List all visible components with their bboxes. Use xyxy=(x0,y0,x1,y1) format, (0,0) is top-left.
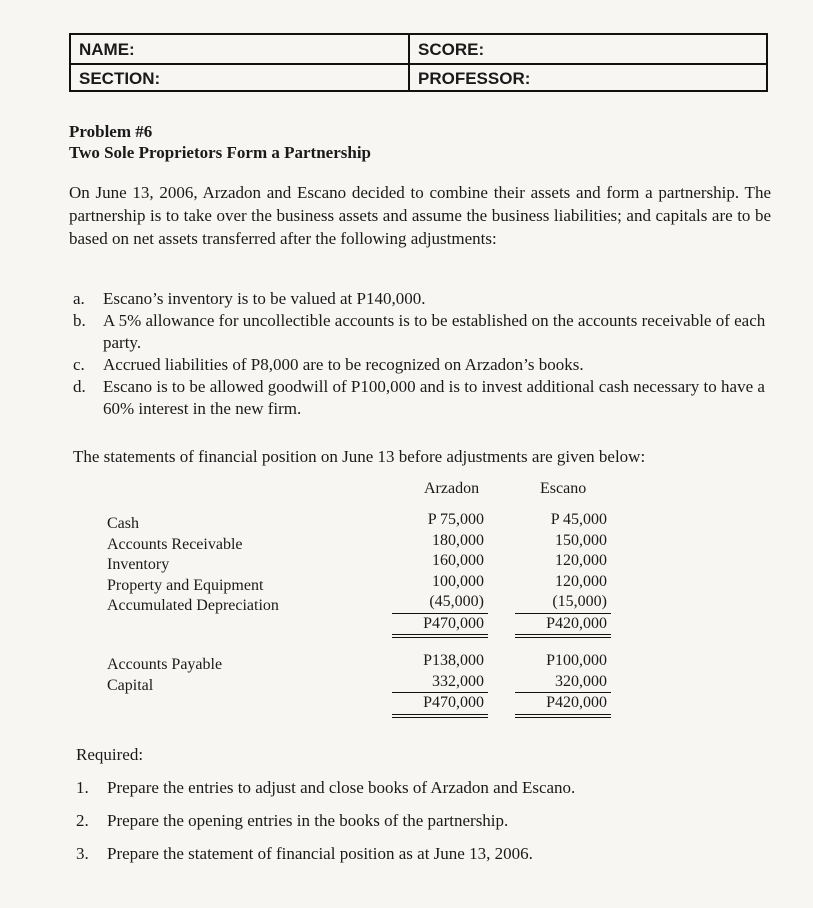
section-label: SECTION: xyxy=(79,69,161,88)
amount-cell: 160,000 xyxy=(432,552,484,569)
column-header-escano: Escano xyxy=(540,480,587,497)
score-label: SCORE: xyxy=(418,40,485,59)
name-label: NAME: xyxy=(79,40,135,59)
problem-number: Problem #6 xyxy=(69,122,153,141)
problem-description: On June 13, 2006, Arzadon and Escano decided to combine their assets and form a partnership. The partnership is to take over the business assets and assume the business liabilities; and capitals are to be based on net assets transferred after the following adjustments: xyxy=(69,183,771,248)
adjustment-letter: d. xyxy=(73,377,86,396)
adjustment-item xyxy=(73,354,773,376)
amount-cell: P138,000 xyxy=(423,652,484,669)
asset-label: Inventory xyxy=(107,556,170,573)
adjustment-letter: c. xyxy=(73,355,85,374)
adjustment-text: A 5% allowance for uncollectible accounts is to be established on the accounts receivable of each party. xyxy=(103,311,766,352)
adjustment-text: Escano is to be allowed goodwill of P100,000 and is to invest additional cash necessary to have a 60% interest in the new firm. xyxy=(103,377,765,418)
required-text: Prepare the statement of financial position as at June 13, 2006. xyxy=(107,844,533,863)
amount-cell: 332,000 xyxy=(392,672,488,694)
required-number: 2. xyxy=(76,811,89,830)
adjustments-list xyxy=(73,288,773,420)
adjustment-item xyxy=(73,288,773,310)
adjustment-item xyxy=(73,310,773,354)
adjustment-letter: b. xyxy=(73,311,86,330)
amount-cell: 120,000 xyxy=(555,552,607,569)
required-item xyxy=(76,843,575,876)
required-item xyxy=(76,777,575,810)
amount-cell: P 75,000 xyxy=(427,511,484,528)
asset-label: Property and Equipment xyxy=(107,576,264,594)
escano-liability-amounts xyxy=(515,651,611,718)
professor-label: PROFESSOR: xyxy=(418,69,531,88)
amount-cell: 180,000 xyxy=(432,531,484,549)
required-text: Prepare the opening entries in the books of the partnership. xyxy=(107,811,509,830)
asset-labels xyxy=(107,514,279,617)
amount-cell: 150,000 xyxy=(555,531,607,549)
amount-cell: 100,000 xyxy=(432,572,484,590)
amount-cell: P 45,000 xyxy=(550,511,607,528)
header-divider-horizontal xyxy=(71,63,766,65)
adjustment-text: Escano’s inventory is to be valued at P140,000. xyxy=(103,289,426,308)
liability-labels xyxy=(107,655,222,696)
adjustment-item xyxy=(73,376,773,420)
liability-label: Accounts Payable xyxy=(107,656,223,673)
amount-cell: P100,000 xyxy=(546,652,607,669)
required-number: 1. xyxy=(76,778,89,797)
column-header-arzadon: Arzadon xyxy=(424,480,480,497)
required-number: 3. xyxy=(76,844,89,863)
adjustment-text: Accrued liabilities of P8,000 are to be recognized on Arzadon’s books. xyxy=(103,355,584,374)
liability-label: Capital xyxy=(107,676,154,694)
amount-cell: 320,000 xyxy=(515,672,611,694)
statement-intro: The statements of financial position on June 13 before adjustments are given below: xyxy=(73,447,646,466)
total-cell: P470,000 xyxy=(392,693,488,718)
asset-label: Accumulated Depreciation xyxy=(107,597,279,614)
total-cell: P420,000 xyxy=(515,614,611,639)
arzadon-liability-amounts xyxy=(392,651,488,718)
required-item xyxy=(76,810,575,843)
adjustment-letter: a. xyxy=(73,289,85,308)
asset-label: Accounts Receivable xyxy=(107,535,243,553)
asset-label: Cash xyxy=(107,515,139,532)
amount-cell: (15,000) xyxy=(515,592,611,614)
amount-cell: 120,000 xyxy=(555,572,607,590)
header-box xyxy=(69,33,768,92)
required-list xyxy=(76,777,575,876)
required-heading: Required: xyxy=(76,745,144,764)
required-text: Prepare the entries to adjust and close books of Arzadon and Escano. xyxy=(107,778,576,797)
problem-title: Two Sole Proprietors Form a Partnership xyxy=(69,143,372,162)
arzadon-asset-amounts xyxy=(392,510,488,638)
escano-asset-amounts xyxy=(515,510,611,638)
total-cell: P420,000 xyxy=(515,693,611,718)
amount-cell: (45,000) xyxy=(392,592,488,614)
total-cell: P470,000 xyxy=(392,614,488,639)
